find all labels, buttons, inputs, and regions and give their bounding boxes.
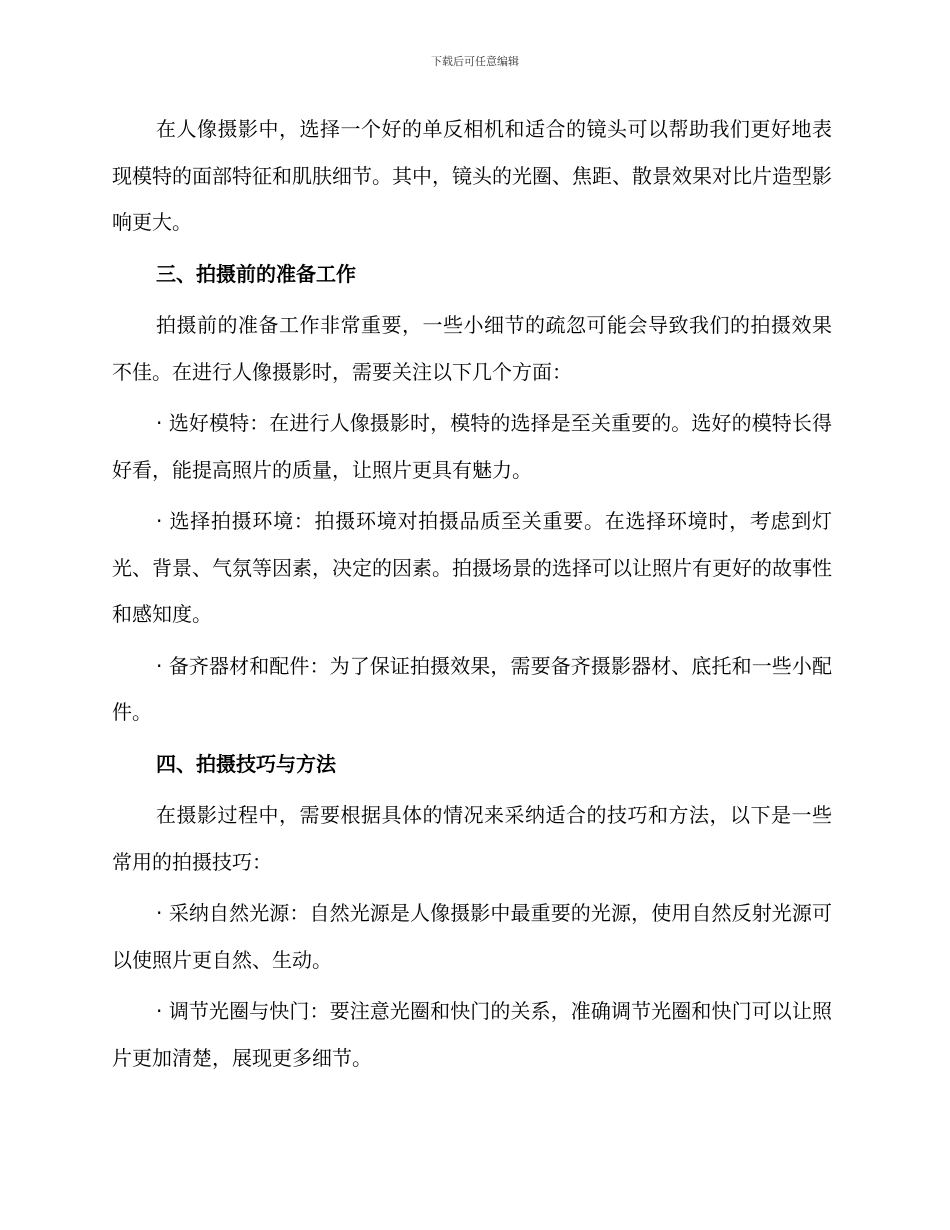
bullet-equipment: · 备齐器材和配件：为了保证拍摄效果，需要备齐摄影器材、底托和一些小配件。 bbox=[112, 653, 832, 724]
page-header: 下载后可任意编辑 bbox=[431, 55, 519, 68]
section-heading-techniques: 四、拍摄技巧与方法 bbox=[156, 751, 336, 776]
bullet-choose-environment: · 选择拍摄环境：拍摄环境对拍摄品质至关重要。在选择环境时，考虑到灯光、背景、气氛等因素，决定的因素。拍摄场景的选择可以让照片有更好的故事性和感知度。 bbox=[112, 509, 832, 626]
bullet-natural-light: · 采纳自然光源：自然光源是人像摄影中最重要的光源，使用自然反射光源可以使照片更自然、生动。 bbox=[112, 901, 832, 972]
paragraph-camera-lens: 在人像摄影中，选择一个好的单反相机和适合的镜头可以帮助我们更好地表现模特的面部特征和肌肤细节。其中，镜头的光圈、焦距、散景效果对比片造型影响更大。 bbox=[112, 117, 832, 234]
document-body bbox=[112, 106, 832, 1086]
paragraph-preparation-intro: 拍摄前的准备工作非常重要，一些小细节的疏忽可能会导致我们的拍摄效果不佳。在进行人像摄影时，需要关注以下几个方面： bbox=[112, 313, 832, 384]
paragraph-techniques-intro: 在摄影过程中，需要根据具体的情况来采纳适合的技巧和方法，以下是一些常用的拍摄技巧： bbox=[112, 803, 832, 874]
bullet-aperture-shutter: · 调节光圈与快门：要注意光圈和快门的关系，准确调节光圈和快门可以让照片更加清楚，展现更多细节。 bbox=[112, 999, 832, 1070]
section-heading-preparation: 三、拍摄前的准备工作 bbox=[156, 261, 356, 286]
bullet-choose-model: · 选好模特：在进行人像摄影时，模特的选择是至关重要的。选好的模特长得好看，能提高照片的质量，让照片更具有魅力。 bbox=[112, 411, 832, 482]
